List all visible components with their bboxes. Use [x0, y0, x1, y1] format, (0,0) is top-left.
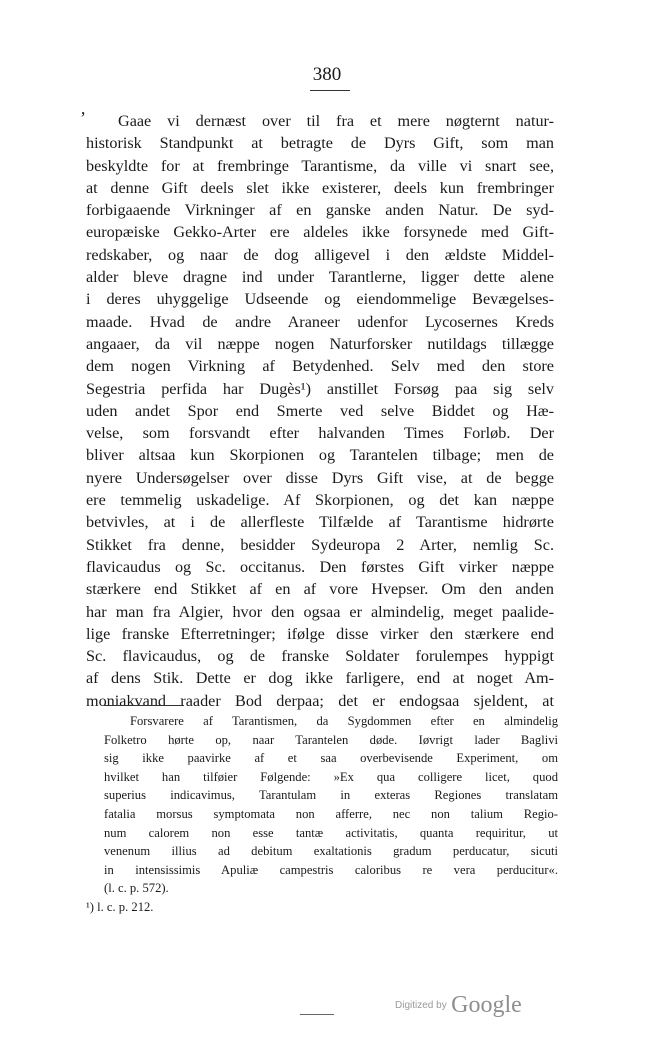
footnote-line: venenum illius ad debitum exaltationis gradum perducatur, sicuti	[104, 844, 558, 859]
main-paragraph	[86, 110, 554, 712]
footnote-line: superius indicavimus, Tarantulam in exteras Regiones translatam	[104, 788, 558, 803]
digitized-watermark	[395, 992, 522, 1019]
watermark-brand: Google	[451, 992, 522, 1018]
footnote-reference: ¹) l. c. p. 212.	[86, 899, 154, 914]
body-line: europæiske Gekko-Arter ere aldeles ikke forsynede med Gift-	[86, 223, 554, 242]
footnote-line: hvilket han tilføier Følgende: »Ex qua colligere licet, quod	[104, 769, 558, 784]
footnote-line: Folketro hørte op, naar Tarantelen døde. Iøvrigt lader Baglivi	[104, 732, 558, 747]
body-line: maade. Hvad de andre Araneer udenfor Lycosernes Kreds	[86, 312, 554, 331]
footnote-line: num calorem non esse tantæ activitatis, quanta requiritur, ut	[104, 825, 558, 840]
body-line: af dens Stik. Dette er dog ikke farligere, end at noget Am-	[86, 669, 554, 688]
body-line: Stikket fra denne, besidder Sydeuropa 2 Arter, nemlig Sc.	[86, 535, 554, 554]
body-line: at denne Gift deels slet ikke existerer, deels kun frembringer	[86, 178, 554, 197]
body-line: Sc. flavicaudus, og de franske Soldater forulempes hyppigt	[86, 647, 554, 666]
body-line: uden andet Spor end Smerte ved selve Biddet og Hæ-	[86, 401, 554, 420]
body-line: har man fra Algier, hvor den ogsaa er almindelig, meget paalide-	[86, 602, 554, 621]
footnote-line: Forsvarere af Tarantismen, da Sygdommen efter en almindelig	[130, 714, 558, 728]
body-line: velse, som forsvandt efter halvanden Times Forløb. Der	[86, 424, 554, 443]
body-line: alder bleve dragne ind under Tarantlerne, ligger dette alene	[86, 268, 554, 287]
footnote-line: (l. c. p. 572).	[104, 881, 169, 896]
body-line: bliver altsaa kun Skorpionen og Tarantelen tilbage; men de	[86, 446, 554, 465]
body-line: lige franske Efterretninger; ifølge disse virker den stærkere end	[86, 624, 554, 643]
body-line: moniakvand raader Bod derpaa; det er endogsaa sjeldent, at	[86, 691, 554, 710]
bottom-dash	[300, 1014, 334, 1015]
body-line: nyere Undersøgelser over disse Dyrs Gift vise, at de begge	[86, 468, 554, 487]
body-line: ere temmelig uskadelige. Af Skorpionen, og det kan næppe	[86, 491, 554, 510]
footnotes	[86, 712, 558, 917]
footnote-line: in intensissimis Apuliæ campestris caloribus re vera perducitur«.	[104, 862, 558, 877]
body-line: historisk Standpunkt at betragte de Dyrs Gift, som man	[86, 134, 554, 153]
body-line: Gaae vi dernæst over til fra et mere nøgternt natur-	[118, 112, 554, 130]
body-line: betvivles, at i de allerfleste Tilfælde af Tarantisme hidrørte	[86, 513, 554, 532]
footnote-rule	[104, 705, 184, 706]
body-line: Segestria perfida har Dugès¹) anstillet Forsøg paa sig selv	[86, 379, 554, 398]
body-line: stærkere end Stikket af en af vore Hvepser. Om den anden	[86, 580, 554, 599]
body-line: flavicaudus og Sc. occitanus. Den førstes Gift virker næppe	[86, 557, 554, 576]
footnote-line: sig ikke paavirke af et saa overbevisende Experiment, om	[104, 751, 558, 766]
footnote-line: fatalia morsus symptomata non afferre, nec non talium Regio-	[104, 806, 558, 821]
watermark-prefix: Digitized by	[395, 1000, 447, 1011]
page-number-rule	[310, 90, 350, 91]
body-line: forbigaaende Virkninger af en ganske anden Natur. De syd-	[86, 201, 554, 220]
page-number: 380	[312, 64, 342, 85]
body-line: redskaber, og naar de dog alligevel i den ældste Middel-	[86, 245, 554, 264]
body-line: beskyldte for at frembringe Tarantisme, da ville vi snart see,	[86, 156, 554, 175]
body-line: i deres uhyggelige Udseende og eiendommelige Bevægelses-	[86, 290, 554, 309]
margin-mark: ’	[80, 108, 86, 128]
body-line: dem nogen Virkning af Betydenhed. Selv med den store	[86, 357, 554, 376]
body-line: angaaer, da vil næppe nogen Naturforsker nutildags tillægge	[86, 334, 554, 353]
